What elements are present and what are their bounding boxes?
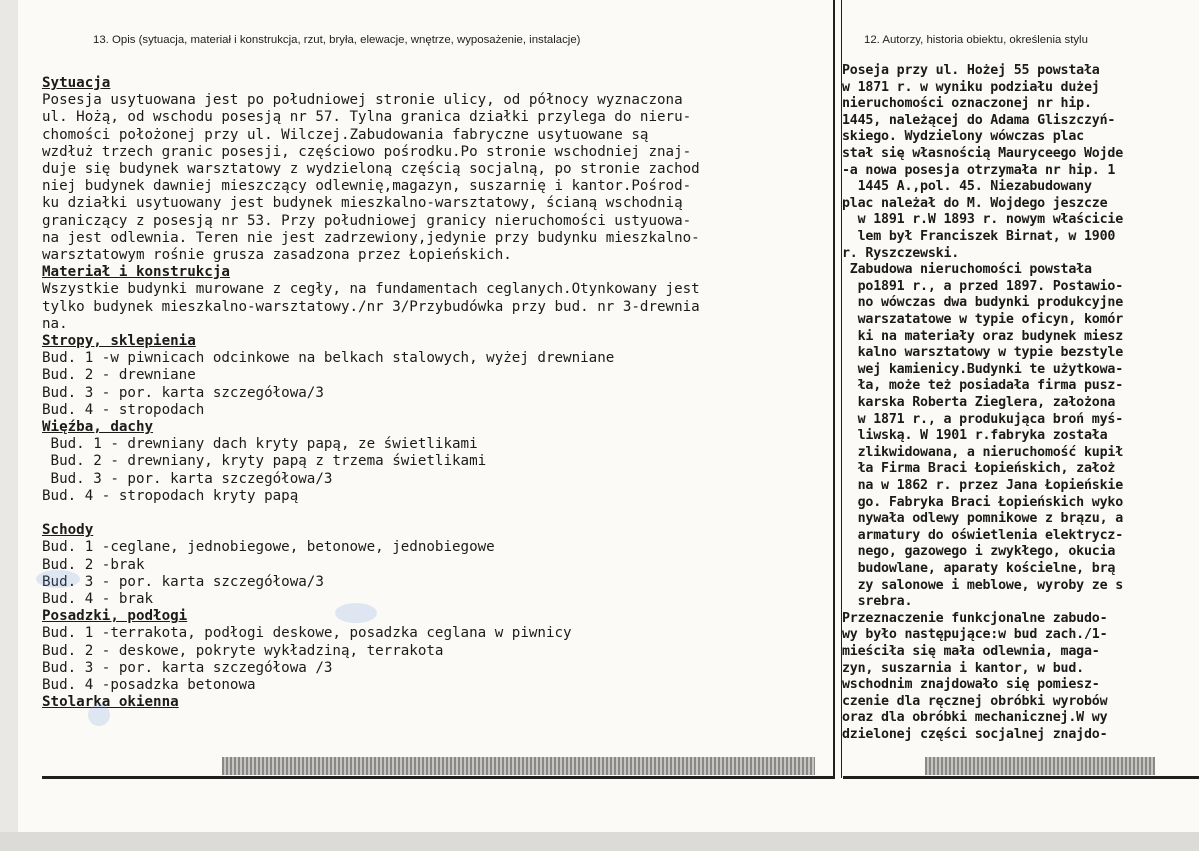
text-line: na. xyxy=(42,315,68,332)
history-text-line: wschodnim znajdowało się pomiesz- xyxy=(842,677,1100,693)
history-text-line: wy było następujące:w bud zach./1- xyxy=(842,627,1108,643)
history-text-line: ła, może też posiadała firma pusz- xyxy=(842,378,1123,394)
text-line: Bud. 1 - drewniany dach kryty papą, ze świetlikami xyxy=(42,436,478,453)
text-line: na jest odlewnia. Teren nie jest zadrzewiony,jedynie przy budynku mieszkalno- xyxy=(42,229,700,246)
text-line: Bud. 2 -brak xyxy=(42,556,145,573)
history-text-line: w 1891 r.W 1893 r. nowym właścicie xyxy=(842,212,1123,228)
text-line: ul. Hożą, od wschodu posesją nr 57. Tylna granica działki przylega do nieru- xyxy=(42,109,692,126)
history-text-line: srebra. xyxy=(842,594,913,610)
text-line: tylko budynek mieszkalno-warsztatowy./nr 3/Przybudówka przy bud. nr 3-drewnia xyxy=(42,298,700,315)
history-text-line: warszatatowe w typie oficyn, komór xyxy=(842,312,1123,327)
history-text-line: na w 1862 r. przez Jana Łopieńskie xyxy=(842,478,1123,493)
section-heading: Więźba, dachy xyxy=(42,419,154,435)
section-heading: Stropy, sklepienia xyxy=(42,333,196,349)
section-heading: Schody xyxy=(42,522,94,539)
pen-smudge xyxy=(335,603,377,623)
text-line: Bud. 2 - deskowe, pokryte wykładziną, terrakota xyxy=(42,642,444,659)
footer-rule-right xyxy=(843,776,1199,779)
history-text-line: ki na materiały oraz budynek miesz xyxy=(842,328,1123,344)
history-text-line: karska Roberta Zieglera, założona xyxy=(842,395,1116,410)
header-description: 13. Opis (sytuacja, materiał i konstrukcja, rzut, bryła, elewacje, wnętrze, wyposażenie, instalacje) xyxy=(93,34,581,46)
footer-print-strip-right xyxy=(925,757,1155,775)
history-text-line: -a nowa posesja otrzymała nr hip. 1 xyxy=(842,162,1116,178)
text-line: Bud. 3 - por. karta szczegółowa /3 xyxy=(42,659,333,676)
text-line: Bud. 4 - stropodach kryty papą xyxy=(42,487,299,504)
text-line: Bud. 1 -terrakota, podłogi deskowe, posadzka ceglana w piwnicy xyxy=(42,625,572,642)
history-text-line: no wówczas dwa budynki produkcyjne xyxy=(842,295,1123,311)
text-line: wzdłuż trzech granic posesji, częściowo pośrodku.Po stronie wschodniej znaj- xyxy=(42,143,692,160)
section-heading: Materiał i konstrukcja xyxy=(42,264,230,281)
history-text-line: nywała odlewy pomnikowe z brązu, a xyxy=(842,511,1123,527)
history-text-line: Poseja przy ul. Hożej 55 powstała xyxy=(842,63,1100,78)
pen-smudge xyxy=(36,570,80,588)
text-line: chomości położonej przy ul. Wilczej.Zabudowania fabryczne usytuowane są xyxy=(42,126,649,143)
history-text-line: liwską. W 1901 r.fabryka została xyxy=(842,428,1108,444)
history-text-line: Przeznaczenie funkcjonalne zabudo- xyxy=(842,610,1108,626)
history-text-line: nieruchomości oznaczonej nr hip. xyxy=(842,96,1092,112)
text-line: Posesja usytuowana jest po południowej stronie ulicy, od północy wyznaczona xyxy=(42,92,683,109)
header-authors-history: 12. Autorzy, historia obiektu, określenia stylu xyxy=(864,34,1088,46)
section-heading: Posadzki, podłogi xyxy=(42,608,188,625)
text-line: ku działki usytuowany jest budynek mieszkalno-warsztatowy, ścianą wschodnią xyxy=(42,195,683,212)
history-text-line: czenie dla ręcznej obróbki wyrobów xyxy=(842,693,1108,709)
history-text-line: dzielonej części socjalnej znajdo- xyxy=(842,727,1108,742)
history-text-line: zyn, suszarnia i kantor, w bud. xyxy=(842,660,1084,676)
section-heading: Stolarka okienna xyxy=(42,694,179,711)
text-line: niej budynek dawniej mieszczący odlewnię,magazyn, suszarnię i kantor.Pośrod- xyxy=(42,178,692,195)
text-line: duje się budynek warsztatowy z wydzieloną częścią socjalną, po stronie zachod xyxy=(42,161,700,177)
text-line: Bud. 3 - por. karta szczegółowa/3 xyxy=(42,470,333,487)
history-text-line: w 1871 r. w wyniku podziału dużej xyxy=(842,79,1100,95)
history-text-line: Zabudowa nieruchomości powstała xyxy=(842,262,1092,278)
history-text-line: oraz dla obróbki mechanicznej.W wy xyxy=(842,710,1108,726)
history-text-line: budowlane, aparaty kościelne, brą xyxy=(842,561,1116,576)
footer-rule-left xyxy=(42,776,835,779)
history-text-line: zy salonowe i meblowe, wyroby ze s xyxy=(842,577,1123,593)
history-text-line: skiego. Wydzielony wówczas plac xyxy=(842,129,1084,145)
history-text-line: armatury do oświetlenia elektrycz- xyxy=(842,527,1123,543)
history-text-line: 1445, należącej do Adama Gliszczyń- xyxy=(842,112,1116,128)
text-line: Bud. 3 - por. karta szczegółowa/3 xyxy=(42,384,324,401)
history-text-line: zlikwidowana, a nieruchomość kupił xyxy=(842,444,1123,460)
history-text-line: go. Fabryka Braci Łopieńskich wyko xyxy=(842,494,1123,510)
history-text-line: kalno warsztatowy w typie bezstyle xyxy=(842,345,1123,361)
text-line: Bud. 1 -w piwnicach odcinkowe na belkach stalowych, wyżej drewniane xyxy=(42,350,615,367)
history-text-line: plac należał do M. Wojdego jeszcze xyxy=(842,195,1108,211)
pen-smudge xyxy=(88,704,110,726)
history-text-line: 1445 A.,pol. 45. Niezabudowany xyxy=(842,179,1092,195)
history-text-line: mieściła się mała odlewnia, maga- xyxy=(842,644,1100,659)
history-text-line: ła Firma Braci Łopieńskich, założ xyxy=(842,461,1116,477)
footer-print-strip-left xyxy=(222,757,815,775)
text-line: Bud. 4 -posadzka betonowa xyxy=(42,677,256,693)
history-text-line: stał się własnością Mauryceego Wojde xyxy=(842,146,1123,161)
history-text-line: nego, gazowego i zwykłego, okucia xyxy=(842,544,1116,560)
history-text-line: w 1871 r., a produkująca broń myś- xyxy=(842,411,1123,427)
section-heading: Sytuacja xyxy=(42,75,111,91)
scan-margin xyxy=(0,832,1199,851)
text-line: Bud. 4 - stropodach xyxy=(42,401,205,418)
history-text-line: r. Ryszczewski. xyxy=(842,245,960,261)
text-line: Bud. 2 - drewniany, kryty papą z trzema świetlikami xyxy=(42,453,487,470)
text-line: Wszystkie budynki murowane z cegły, na fundamentach ceglanych.Otynkowany jest xyxy=(42,281,700,298)
history-text-line: lem był Franciszek Birnat, w 1900 xyxy=(842,229,1116,244)
history-text-line: po1891 r., a przed 1897. Postawio- xyxy=(842,278,1123,294)
text-line: graniczący z posesją nr 53. Przy południowej granicy nieruchomości ustyuowa- xyxy=(42,212,692,229)
text-line: Bud. 4 - brak xyxy=(42,591,154,607)
column-divider xyxy=(833,0,835,778)
text-line: Bud. 3 - por. karta szczegółowa/3 xyxy=(42,573,324,590)
text-line: Bud. 1 -ceglane, jednobiegowe, betonowe, jednobiegowe xyxy=(42,539,495,556)
text-line: Bud. 2 - drewniane xyxy=(42,367,196,384)
text-line: warsztatowym rośnie grusza zasadzona przez Łopieńskich. xyxy=(42,247,512,263)
history-text-line: wej kamienicy.Budynki te użytkowa- xyxy=(842,361,1123,377)
